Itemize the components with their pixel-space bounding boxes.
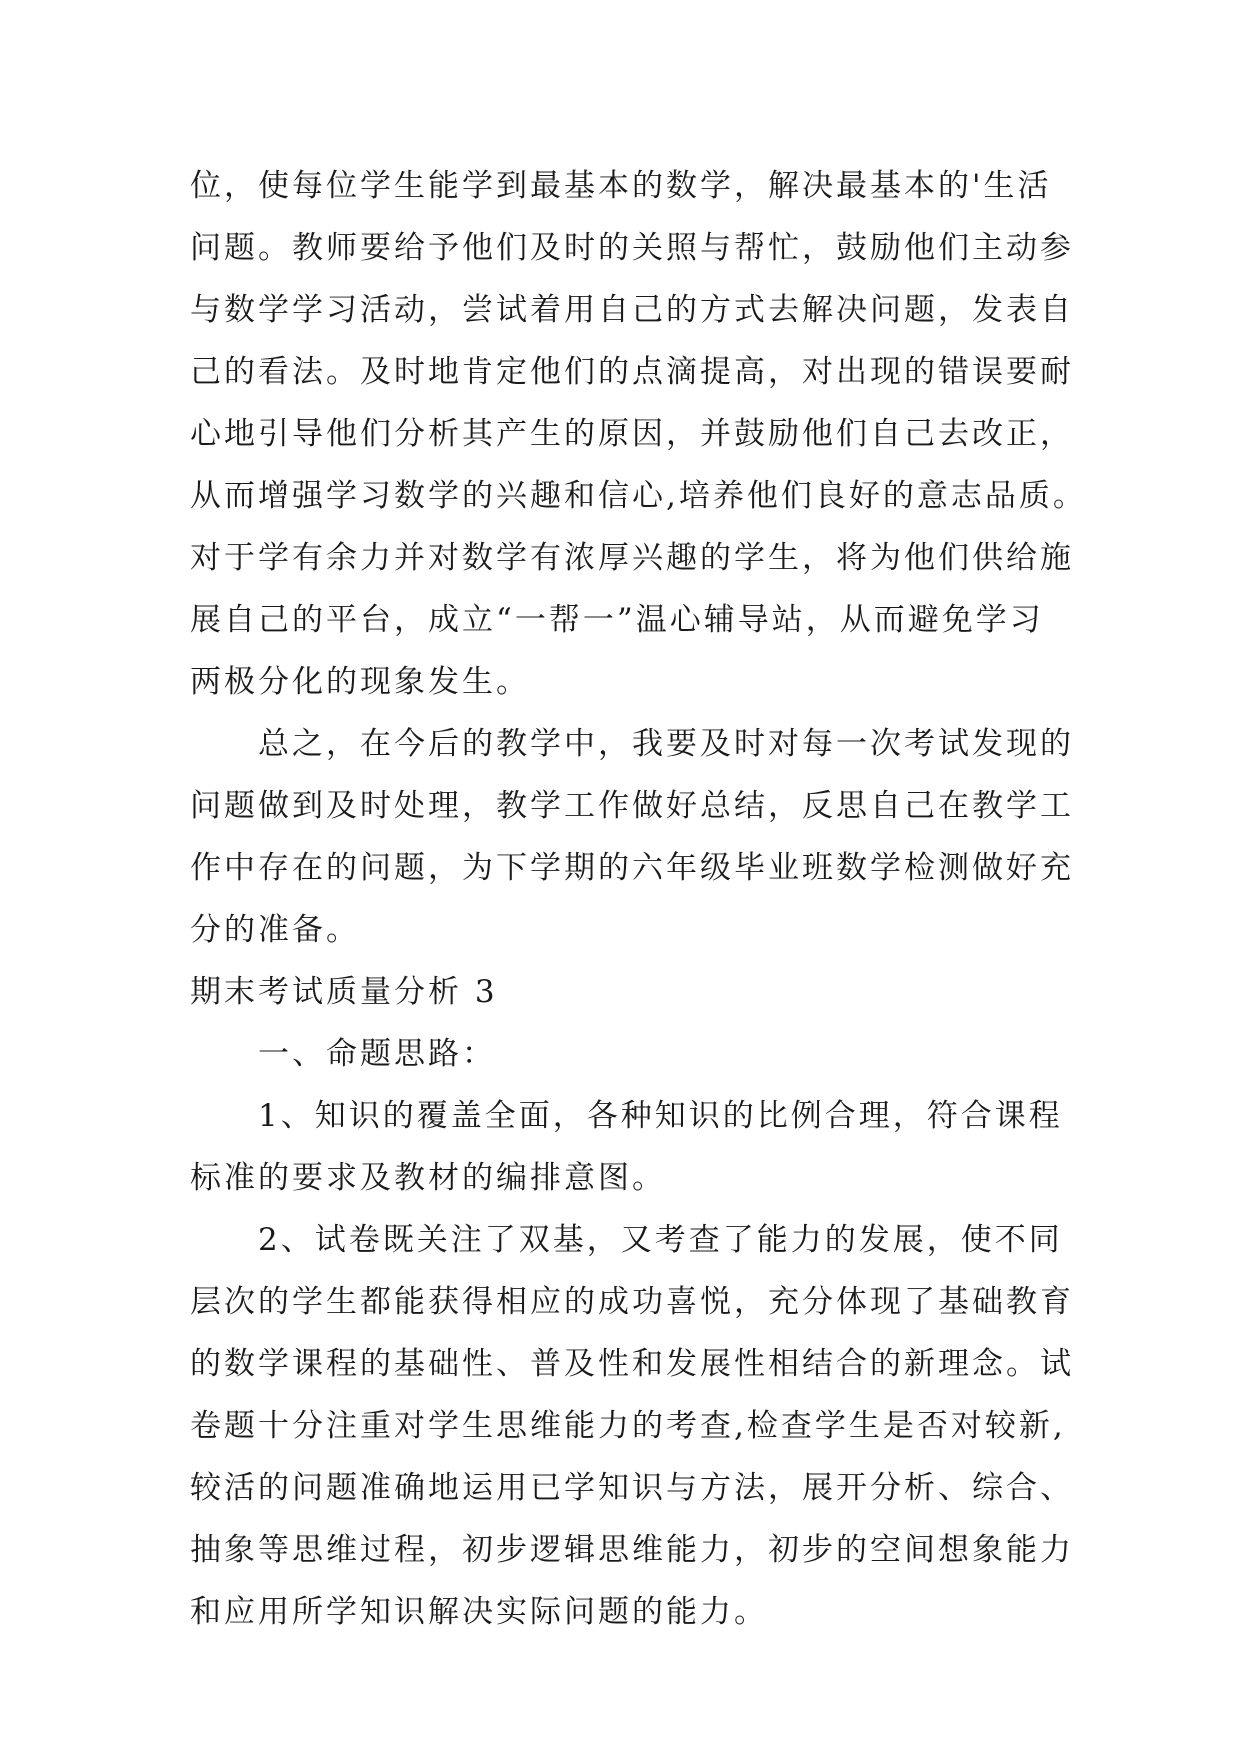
text-line-13: 分的准备。: [190, 912, 360, 948]
text-line-12: 作中存在的问题，为下学期的六年级毕业班数学检测做好充: [190, 850, 1074, 886]
text-line-18: 2、试卷既关注了双基，又考查了能力的发展，使不同: [190, 1222, 1063, 1258]
section-heading: 期末考试质量分析 3: [190, 974, 498, 1010]
text-line-8: 展自己的平台，成立“一帮一”温心辅导站，从而避免学习: [190, 602, 1044, 638]
text-line-20: 的数学课程的基础性、普及性和发展性相结合的新理念。试: [190, 1346, 1074, 1382]
text-line-11: 问题做到及时处理，教学工作做好总结，反思自己在教学工: [190, 788, 1074, 824]
text-line-7: 对于学有余力并对数学有浓厚兴趣的学生，将为他们供给施: [190, 540, 1074, 576]
text-line-5: 心地引导他们分析其产生的原因，并鼓励他们自己去改正，: [190, 416, 1074, 452]
text-line-19: 层次的学生都能获得相应的成功喜悦，充分体现了基础教育: [190, 1284, 1074, 1320]
text-line-23: 抽象等思维过程，初步逻辑思维能力，初步的空间想象能力: [190, 1532, 1074, 1568]
document-body: [190, 155, 1090, 1643]
text-line-17: 标准的要求及教材的编排意图。: [190, 1160, 666, 1196]
text-line-9: 两极分化的现象发生。: [190, 664, 530, 700]
text-line-21: 卷题十分注重对学生思维能力的考查,检查学生是否对较新,: [190, 1408, 1066, 1444]
text-line-3: 与数学学习活动，尝试着用自己的方式去解决问题，发表自: [190, 292, 1074, 328]
text-line-24: 和应用所学知识解决实际问题的能力。: [190, 1594, 768, 1630]
text-line-22: 较活的问题准确地运用已学知识与方法，展开分析、综合、: [190, 1470, 1074, 1506]
text-line-16: 1、知识的覆盖全面，各种知识的比例合理，符合课程: [190, 1098, 1063, 1134]
text-line-6: 从而增强学习数学的兴趣和信心,培养他们良好的意志品质。: [190, 478, 1087, 514]
text-line-1: 位，使每位学生能学到最基本的数学，解决最基本的'生活: [190, 168, 1052, 204]
text-line-4: 己的看法。及时地肯定他们的点滴提高，对出现的错误要耐: [190, 354, 1074, 390]
text-line-2: 问题。教师要给予他们及时的关照与帮忙，鼓励他们主动参: [190, 230, 1074, 266]
subheading: 一、命题思路：: [190, 1036, 496, 1072]
text-line-10: 总之，在今后的教学中，我要及时对每一次考试发现的: [190, 726, 1074, 762]
